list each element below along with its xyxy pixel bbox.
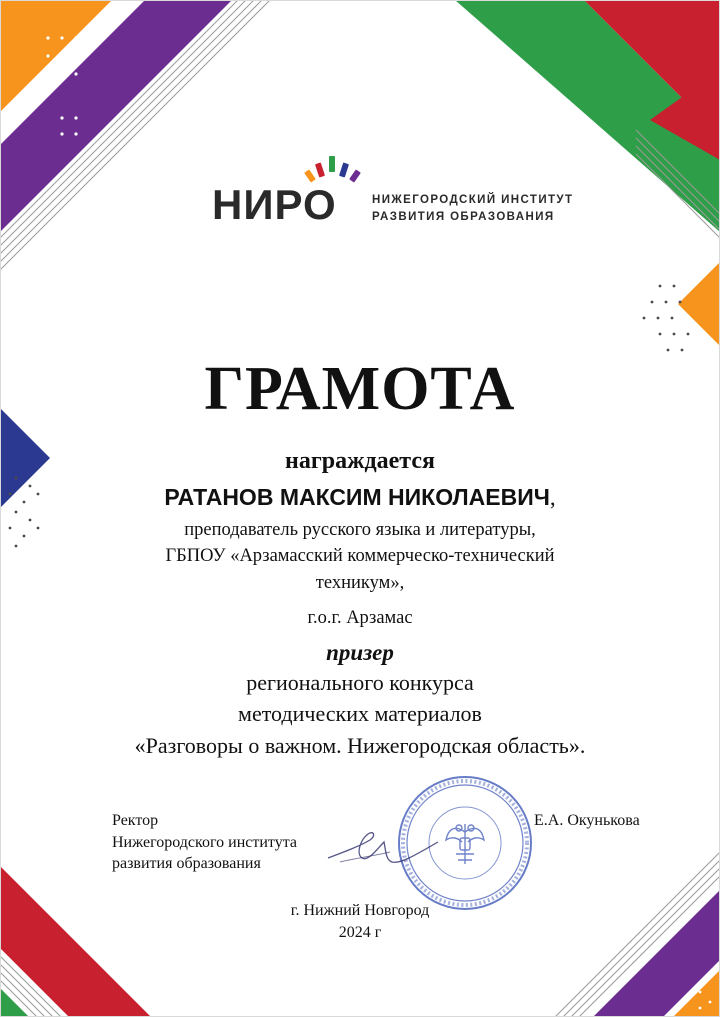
handwritten-signature <box>326 812 442 872</box>
recipient-city: г.о.г. Арзамас <box>307 608 413 628</box>
recipient-suffix: , <box>549 485 556 510</box>
award-title: призер <box>326 640 394 665</box>
logo-wordmark: НИРО <box>212 181 337 228</box>
niro-logo <box>212 154 572 228</box>
certificate-title: ГРАМОТА <box>204 355 516 423</box>
organization-line1: ГБПОУ «Арзамасский коммерческо-технический <box>165 546 555 566</box>
recipient-name: РАТАНОВ МАКСИМ НИКОЛАЕВИЧ <box>164 484 550 510</box>
logo-subtitle-line1: НИЖЕГОРОДСКИЙ ИНСТИТУТ <box>372 194 574 206</box>
recipient-line <box>0 484 720 511</box>
contest-line3: «Разговоры о важном. Нижегородская область». <box>134 733 586 758</box>
awarded-label: награждается <box>285 448 435 474</box>
role-line3: развития образования <box>112 855 261 873</box>
role-line1: Ректор <box>112 812 159 829</box>
organization-line2: техникум», <box>315 573 405 593</box>
issue-year: 2024 г <box>338 924 382 941</box>
logo-subtitle-line2: РАЗВИТИЯ ОБРАЗОВАНИЯ <box>372 211 555 223</box>
issue-place: г. Нижний Новгород <box>290 902 430 919</box>
signatory-role <box>112 810 297 875</box>
signatory-name: Е.А. Окунькова <box>534 812 640 829</box>
contest-line2: методических материалов <box>238 701 482 726</box>
contest-line1: регионального конкурса <box>246 670 474 695</box>
recipient-position: преподаватель русского языка и литературы, <box>184 520 536 540</box>
role-line2: Нижегородского института <box>112 833 297 851</box>
